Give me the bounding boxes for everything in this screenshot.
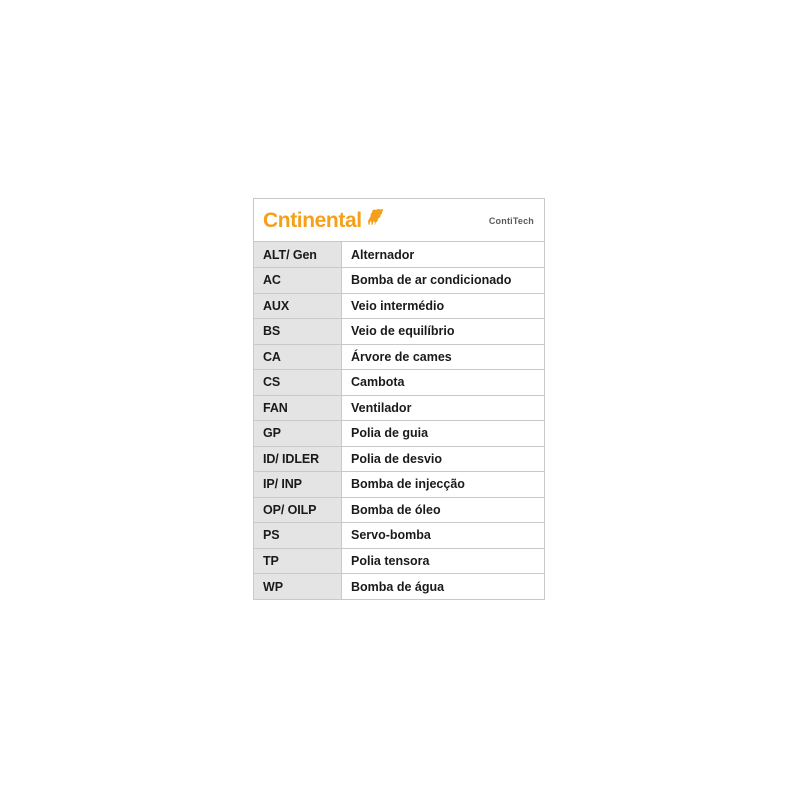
table-row (254, 293, 544, 319)
abbr-cell: CS (254, 370, 342, 396)
abbr-cell: AUX (254, 293, 342, 319)
desc-cell: Alternador (342, 242, 545, 268)
table-row (254, 344, 544, 370)
table-row (254, 523, 544, 549)
desc-cell: Bomba de óleo (342, 497, 545, 523)
abbreviation-legend-table (254, 242, 544, 599)
table-row (254, 421, 544, 447)
abbr-cell: GP (254, 421, 342, 447)
desc-cell: Bomba de ar condicionado (342, 268, 545, 294)
abbr-cell: ALT/ Gen (254, 242, 342, 268)
table-row (254, 446, 544, 472)
brand-header (254, 199, 544, 242)
desc-cell: Árvore de cames (342, 344, 545, 370)
table-row (254, 497, 544, 523)
desc-cell: Polia de guia (342, 421, 545, 447)
brand-wordmark-initial: C (263, 208, 278, 232)
abbr-cell: PS (254, 523, 342, 549)
brand-wordmark-rest: ntinental (277, 208, 362, 232)
abbr-cell: CA (254, 344, 342, 370)
table-row (254, 242, 544, 268)
abbr-cell: IP/ INP (254, 472, 342, 498)
desc-cell: Cambota (342, 370, 545, 396)
abbr-cell: FAN (254, 395, 342, 421)
abbr-cell: TP (254, 548, 342, 574)
table-row (254, 319, 544, 345)
abbr-cell: BS (254, 319, 342, 345)
table-row (254, 395, 544, 421)
desc-cell: Ventilador (342, 395, 545, 421)
desc-cell: Veio de equilíbrio (342, 319, 545, 345)
table-row (254, 268, 544, 294)
legend-table-body (254, 242, 544, 599)
table-row (254, 574, 544, 600)
abbr-cell: OP/ OILP (254, 497, 342, 523)
contitech-subbrand: ContiTech (488, 216, 534, 226)
desc-cell: Polia tensora (342, 548, 545, 574)
brand-wordmark (263, 210, 362, 231)
desc-cell: Bomba de água (342, 574, 545, 600)
table-row (254, 370, 544, 396)
abbr-cell: WP (254, 574, 342, 600)
table-row (254, 472, 544, 498)
abbr-cell: ID/ IDLER (254, 446, 342, 472)
table-row (254, 548, 544, 574)
prancing-horse-icon (365, 207, 387, 230)
continental-logo (263, 208, 387, 232)
desc-cell: Servo-bomba (342, 523, 545, 549)
desc-cell: Polia de desvio (342, 446, 545, 472)
abbr-cell: AC (254, 268, 342, 294)
desc-cell: Veio intermédio (342, 293, 545, 319)
legend-card (253, 198, 545, 600)
desc-cell: Bomba de injecção (342, 472, 545, 498)
